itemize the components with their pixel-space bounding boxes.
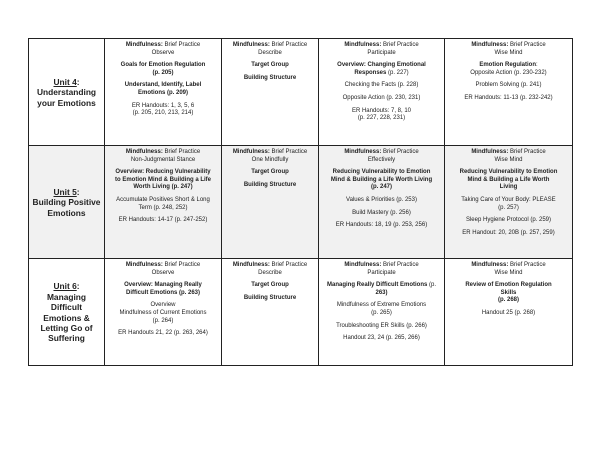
topic-detail: Handout 23, 24 (p. 265, 266) (343, 335, 420, 342)
topic-detail: ER Handout: 20, 20B (p. 257, 259) (462, 229, 555, 236)
session-topic (107, 62, 219, 77)
topic-detail: Sleep Hygiene Protocol (p. 259) (465, 217, 552, 224)
session-cell (105, 259, 222, 366)
topic-detail: Opposite Action (p. 230, 231) (342, 94, 421, 101)
topic-detail: Mindfulness of Extreme Emotions (336, 302, 427, 309)
session-topic (107, 103, 219, 118)
session-topic (447, 82, 570, 90)
session-cell (445, 259, 573, 366)
session-cell (445, 146, 573, 259)
session-topic (447, 169, 570, 192)
topic-heading: Review of Emotion Regulation (465, 282, 552, 289)
mindfulness-practice (447, 42, 570, 57)
topic-heading: Mind & Building a Life Worth (467, 176, 550, 183)
session-topic (321, 82, 442, 90)
session-topic (321, 335, 442, 343)
mindfulness-label: Mindfulness: (344, 262, 382, 268)
topic-heading: Building Structure (243, 181, 297, 188)
mindfulness-practice-type: Brief Practice (381, 262, 419, 268)
session-topic (107, 197, 219, 212)
mindfulness-label: Mindfulness: (125, 149, 163, 155)
mindfulness-skill: Effectively (367, 156, 396, 163)
session-topic (224, 75, 316, 83)
mindfulness-practice (447, 149, 570, 164)
mindfulness-label: Mindfulness: (232, 42, 270, 48)
mindfulness-practice (321, 42, 442, 57)
topic-detail: ER Handouts 21, 22 (p. 263, 264) (118, 330, 208, 337)
unit-title: Understanding your Emotions (36, 87, 97, 108)
session-topic (447, 62, 570, 77)
mindfulness-practice (447, 262, 570, 277)
topic-heading: Goals for Emotion Regulation (120, 62, 206, 69)
session-topic (107, 330, 219, 338)
topic-heading: 263) (375, 289, 388, 296)
topic-heading: Overview: Changing Emotional (337, 62, 426, 69)
mindfulness-label: Mindfulness: (125, 262, 163, 268)
session-topic (224, 295, 316, 303)
topic-heading: Target Group (251, 169, 289, 176)
topic-heading: Skills (500, 289, 517, 296)
session-cell (105, 146, 222, 259)
mindfulness-label: Mindfulness: (344, 149, 382, 155)
session-cell (319, 39, 445, 146)
topic-heading: Target Group (251, 62, 289, 69)
session-topic (321, 210, 442, 218)
mindfulness-label: Mindfulness: (471, 42, 509, 48)
mindfulness-practice (321, 149, 442, 164)
session-cell (222, 39, 319, 146)
session-topic (321, 108, 442, 123)
mindfulness-skill: Participate (367, 269, 396, 276)
session-topic (224, 182, 316, 190)
mindfulness-practice (107, 42, 219, 57)
mindfulness-practice-type: Brief Practice (508, 149, 546, 155)
session-topic (224, 282, 316, 290)
session-topic (107, 169, 219, 192)
topic-heading: Reducing Vulnerability to Emotion (332, 169, 431, 176)
topic-detail: Problem Solving (p. 241) (475, 82, 542, 89)
topic-page-ref: (p. (427, 282, 436, 289)
mindfulness-skill: Wise Mind (494, 269, 523, 276)
session-topic (321, 95, 442, 103)
session-cell (319, 146, 445, 259)
schedule-table (28, 38, 573, 366)
session-topic (321, 282, 442, 297)
session-topic (447, 197, 570, 212)
session-topic (447, 230, 570, 238)
session-topic (107, 82, 219, 97)
topic-heading: Overview: Reducing Vulnerability (115, 169, 211, 176)
topic-heading: Target Group (251, 282, 289, 289)
session-topic (321, 197, 442, 205)
topic-detail: (p. 264) (152, 317, 174, 324)
topic-heading: Difficult Emotions (p. 263) (125, 289, 200, 296)
topic-detail: Build Mastery (p. 256) (352, 209, 411, 216)
topic-detail: ER Handouts: 1, 3, 5, 6 (131, 102, 195, 109)
topic-heading: Reducing Vulnerability to Emotion (459, 169, 558, 176)
session-topic (321, 169, 442, 192)
mindfulness-practice-type: Brief Practice (269, 42, 308, 48)
session-cell (319, 259, 445, 366)
mindfulness-practice (107, 262, 219, 277)
unit-heading-cell: Unit 6: Managing Difficult Emotions & Letting Go of Suffering (29, 259, 105, 366)
session-topic (321, 222, 442, 230)
topic-detail: Opposite Action (p. 230-232) (470, 69, 547, 76)
mindfulness-skill: Participate (367, 49, 396, 56)
topic-detail: Taking Care of Your Body: PLEASE (461, 196, 556, 203)
mindfulness-label: Mindfulness: (344, 42, 382, 48)
topic-heading: Understand, Identify, Label (124, 82, 202, 89)
session-topic (447, 217, 570, 225)
session-cell (222, 146, 319, 259)
topic-heading: (p. 205) (152, 69, 174, 76)
mindfulness-practice-type: Brief Practice (381, 149, 419, 155)
topic-detail: Troubleshooting ER Skills (p. 266) (336, 322, 427, 329)
session-topic (107, 282, 219, 297)
topic-heading: Emotions (p. 209) (137, 89, 188, 96)
topic-detail: (p. 205, 210, 213, 214) (132, 110, 194, 117)
topic-detail: Term (p. 248, 252) (138, 204, 188, 211)
topic-heading: (p. 247) (370, 184, 392, 191)
unit-heading-cell: Unit 5: Building Positive Emotions (29, 146, 105, 259)
topic-detail: Values & Priorities (p. 253) (346, 196, 417, 203)
topic-heading: Mind & Building a Life Worth Living (330, 176, 433, 183)
mindfulness-practice-type: Brief Practice (269, 262, 308, 268)
topic-detail: ER Handouts: 11-13 (p. 232-242) (464, 94, 553, 101)
session-cell (105, 39, 222, 146)
topic-detail: Mindfulness of Current Emotions (119, 309, 207, 316)
topic-detail: Checking the Facts (p. 228) (344, 82, 419, 89)
topic-heading: Building Structure (243, 74, 297, 81)
mindfulness-practice-type: Brief Practice (162, 42, 201, 48)
session-cell (445, 39, 573, 146)
topic-heading: to Emotion Mind & Building a Life (115, 176, 211, 183)
mindfulness-label: Mindfulness: (125, 42, 163, 48)
mindfulness-practice-type: Brief Practice (508, 42, 546, 48)
mindfulness-practice (321, 262, 442, 277)
mindfulness-practice (224, 42, 316, 57)
session-topic (321, 302, 442, 317)
mindfulness-practice (224, 149, 316, 164)
unit-row (29, 146, 573, 259)
unit-row (29, 39, 573, 146)
session-topic (447, 282, 570, 305)
mindfulness-skill: Wise Mind (494, 49, 523, 56)
unit-title: Building Positive Emotions (32, 197, 101, 218)
session-topic (447, 95, 570, 103)
topic-heading: Living (499, 184, 518, 191)
mindfulness-skill: Describe (258, 269, 282, 276)
unit-row (29, 259, 573, 366)
mindfulness-practice (107, 149, 219, 164)
mindfulness-skill: Wise Mind (494, 156, 523, 163)
topic-detail: Overview (150, 302, 176, 309)
topic-detail: ER Handouts: 14-17 (p. 247-252) (118, 217, 208, 224)
unit-title: Managing Difficult Emotions & Letting Go of Suffering (40, 291, 93, 344)
mindfulness-skill: Observe (151, 49, 175, 56)
unit-label: Unit 5 (53, 186, 77, 197)
topic-detail: ER Handouts: 7, 8, 10 (351, 107, 412, 114)
mindfulness-practice (224, 262, 316, 277)
topic-detail: Handout 25 (p. 268) (481, 309, 536, 316)
mindfulness-practice-type: Brief Practice (508, 262, 546, 268)
mindfulness-practice-type: Brief Practice (381, 42, 419, 48)
topic-detail: (p. 227, 228, 231) (357, 115, 406, 122)
mindfulness-label: Mindfulness: (471, 149, 509, 155)
mindfulness-skill: One Mindfully (251, 156, 289, 163)
session-topic (224, 62, 316, 70)
topic-detail: (p. 265) (371, 309, 392, 316)
session-topic (447, 310, 570, 318)
topic-detail: (p. 257) (498, 204, 519, 211)
mindfulness-label: Mindfulness: (232, 262, 270, 268)
topic-heading: (p. 268) (497, 297, 519, 304)
topic-heading: Worth Living (p. 247) (133, 184, 193, 191)
mindfulness-practice-type: Brief Practice (162, 149, 201, 155)
mindfulness-practice-type: Brief Practice (162, 262, 201, 268)
topic-heading: Responses (354, 69, 387, 76)
session-topic (224, 169, 316, 177)
schedule-body (29, 39, 573, 366)
mindfulness-label: Mindfulness: (471, 262, 509, 268)
session-topic (321, 62, 442, 77)
unit-heading-cell: Unit 4: Understanding your Emotions (29, 39, 105, 146)
session-topic (321, 323, 442, 331)
unit-label: Unit 4 (53, 76, 77, 87)
topic-heading: Emotion Regulation (479, 62, 536, 69)
session-cell (222, 259, 319, 366)
topic-detail: Accumulate Positives Short & Long (116, 196, 210, 203)
mindfulness-skill: Observe (151, 269, 175, 276)
mindfulness-skill: Describe (258, 49, 282, 56)
session-topic (107, 217, 219, 225)
session-topic (107, 302, 219, 325)
topic-heading: Building Structure (243, 294, 297, 301)
mindfulness-label: Mindfulness: (232, 149, 270, 155)
mindfulness-skill: Non-Judgmental Stance (130, 156, 196, 163)
topic-heading: Overview: Managing Really (124, 282, 202, 289)
topic-page-ref: (p. 227) (386, 69, 409, 76)
topic-detail: ER Handouts: 18, 19 (p. 253, 256) (335, 222, 428, 229)
topic-page-ref: : (536, 62, 538, 69)
mindfulness-practice-type: Brief Practice (269, 149, 308, 155)
topic-heading: Managing Really Difficult Emotions (326, 282, 428, 289)
unit-label: Unit 6 (53, 281, 77, 292)
